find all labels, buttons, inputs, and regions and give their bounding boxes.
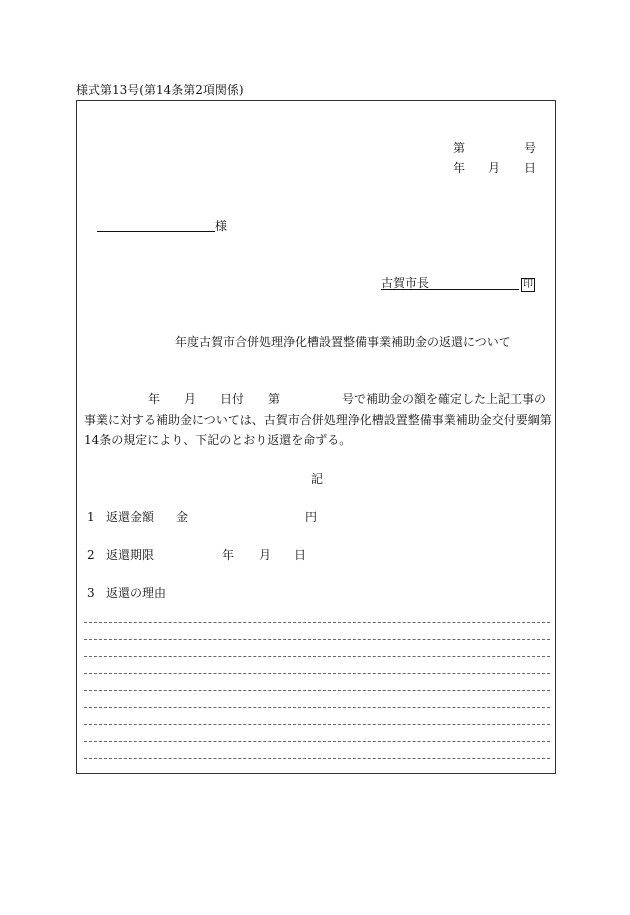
item-1-yen: 円 — [305, 510, 318, 524]
form-label: 様式第13号(第14条第2項関係) — [76, 83, 244, 97]
item-3-number: 3 — [87, 586, 95, 600]
issuer-title: 古賀市長 — [381, 277, 519, 290]
reason-line — [84, 656, 550, 657]
item-1-label: 返還金額 — [106, 510, 155, 524]
body-dai: 第 — [268, 392, 281, 406]
ki-heading: 記 — [311, 472, 324, 486]
item-2-month: 月 — [259, 548, 272, 562]
item-2-label: 返還期限 — [106, 548, 155, 562]
reason-line — [84, 758, 550, 759]
item-2-number: 2 — [87, 548, 95, 562]
reason-line — [84, 622, 550, 623]
reason-line — [84, 741, 550, 742]
item-2-day: 日 — [294, 548, 307, 562]
date-day: 日 — [524, 161, 537, 175]
addressee-honorific: 様 — [215, 219, 228, 233]
date-year: 年 — [453, 161, 466, 175]
body-line1-rest: 号で補助金の額を確定した上記工事の — [342, 392, 547, 406]
reason-line — [84, 673, 550, 674]
item-3-label: 返還の理由 — [106, 586, 167, 600]
body-line3: 14条の規定により、下記のとおり返還を命ずる。 — [84, 433, 352, 447]
body-month: 月 — [184, 392, 197, 406]
reason-line — [84, 639, 550, 640]
date-month: 月 — [488, 161, 501, 175]
addressee-line — [97, 219, 227, 232]
seal-mark: 印 — [523, 279, 534, 290]
item-2-year: 年 — [222, 548, 235, 562]
reason-line — [84, 707, 550, 708]
item-1-number: 1 — [87, 510, 95, 524]
issuer-line — [381, 277, 535, 292]
body-line2: 事業に対する補助金については、古賀市合併処理浄化槽設置整備事業補助金交付要綱第 — [84, 413, 552, 427]
item-1-kin: 金 — [176, 510, 189, 524]
doc-number-dai: 第 — [453, 141, 466, 155]
body-year: 年 — [148, 392, 161, 406]
doc-number-go: 号 — [524, 141, 537, 155]
body-day: 日付 — [220, 392, 245, 406]
subject-title: 年度古賀市合併処理浄化槽設置整備事業補助金の返還について — [175, 335, 511, 349]
reason-line — [84, 690, 550, 691]
reason-line — [84, 724, 550, 725]
addressee-blank — [97, 219, 215, 232]
